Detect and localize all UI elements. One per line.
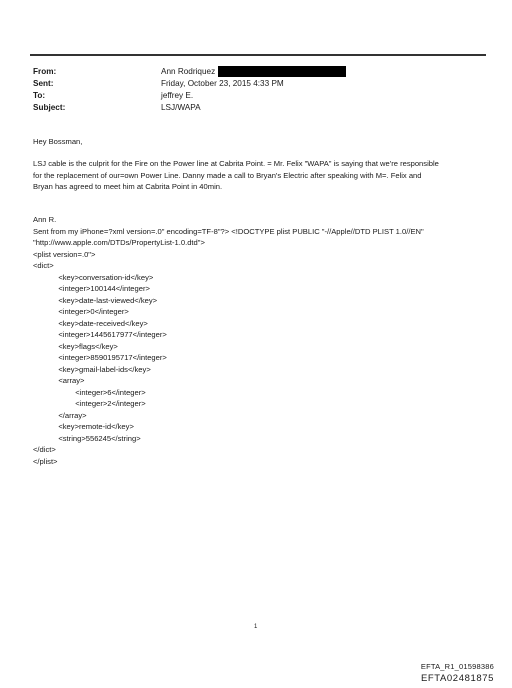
from-label: From: xyxy=(33,67,57,76)
code-line: <key>date-last-viewed</key> xyxy=(33,295,158,305)
code-line: <key>remote-id</key> xyxy=(33,422,134,431)
code-line: </dict> xyxy=(33,445,56,454)
bates-number-secondary: EFTA02481875 xyxy=(420,673,494,684)
to-value: jeffrey E. xyxy=(161,91,194,100)
code-line: <key>gmail-label-ids</key> xyxy=(33,364,151,374)
from-value: Ann Rodriquez xyxy=(161,67,216,76)
code-line: <array> xyxy=(33,376,85,385)
signature: Ann R. xyxy=(33,215,57,224)
bates-number-primary: EFTA_R1_01598386 xyxy=(420,662,494,671)
subject-label: Subject: xyxy=(33,103,66,112)
sent-from-line: Sent from my iPhone=?xml version=.0" encoding=TF-8"?> <!DOCTYPE plist PUBLIC "-//Apple//DTD PLIST 1.0//EN" xyxy=(33,226,424,236)
to-label: To: xyxy=(33,91,46,100)
plist-code-block xyxy=(33,249,167,468)
code-line: <integer>100144</integer> xyxy=(33,284,150,293)
code-line: <plist version=.0"> xyxy=(33,249,96,259)
page-number: 1 xyxy=(254,624,258,630)
code-line: <dict> xyxy=(33,261,54,270)
code-line: <integer>1445617977</integer> xyxy=(33,330,167,339)
code-line: <integer>2</integer> xyxy=(33,399,146,408)
sent-value: Friday, October 23, 2015 4:33 PM xyxy=(161,79,284,88)
code-line: </array> xyxy=(33,410,87,420)
paragraph-line: LSJ cable is the culprit for the Fire on the Power line at Cabrita Point. = Mr. Felix "WAPA" is saying that we're responsible xyxy=(33,159,439,168)
sent-label: Sent: xyxy=(33,79,54,88)
greeting: Hey Bossman, xyxy=(33,137,83,146)
code-line: <key>date-received</key> xyxy=(33,318,148,328)
code-line: <integer>0</integer> xyxy=(33,307,129,316)
header-rule xyxy=(30,54,486,56)
code-line: </plist> xyxy=(33,456,58,466)
code-line: <key>flags</key> xyxy=(33,341,118,351)
code-line: <integer>8590195717</integer> xyxy=(33,353,167,362)
sent-from-line: "http://www.apple.com/DTDs/PropertyList-1.0.dtd"> xyxy=(33,238,205,247)
code-line: <string>556245</string> xyxy=(33,433,141,443)
redaction-block xyxy=(218,66,346,77)
subject-value: LSJ/WAPA xyxy=(161,103,201,112)
paragraph-line: Bryan has agreed to meet him at Cabrita Point in 40min. xyxy=(33,182,223,191)
code-line: <key>conversation-id</key> xyxy=(33,272,154,282)
code-line: <integer>6</integer> xyxy=(33,387,146,397)
paragraph-line: for the replacement of our=own Power Line. Danny made a call to Bryan's Electric after speaking with M=. Felix and xyxy=(33,170,422,180)
